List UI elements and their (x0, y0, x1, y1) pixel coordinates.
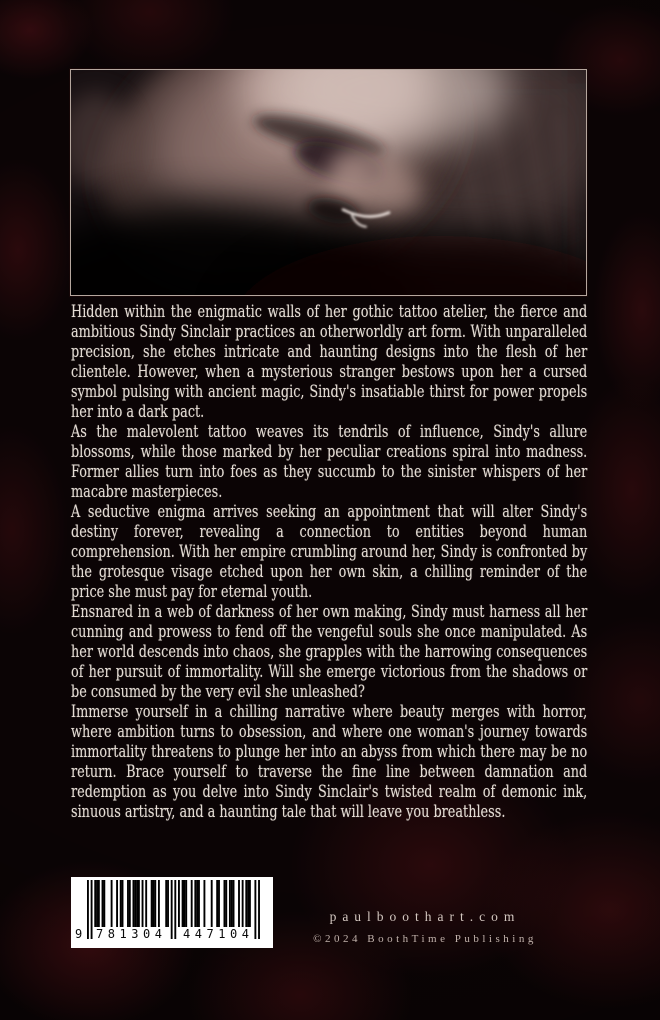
website-url: paulboothart.com (329, 909, 521, 924)
synopsis-paragraph: As the malevolent tattoo weaves its tendrils of influence, Sindy's allure blossoms, while those marked by her peculiar creations spiral into madness. Former allies turn into foes as they succumb to the sinister whispers of her macabre masterpieces. (71, 422, 588, 501)
barcode-svg (71, 877, 273, 948)
synopsis-paragraph: A seductive enigma arrives seeking an appointment that will alter Sindy's destiny forever, revealing a connection to entities beyond human comprehension. With her empire crumbling around her, Sindy is confronted by the grotesque visage etched upon her own skin, a chilling reminder of the price she must pay for eternal youth. (71, 502, 588, 601)
barcode (71, 877, 273, 948)
barcode-digits-group1: 781304 (96, 927, 162, 941)
synopsis-paragraph: Hidden within the enigmatic walls of her gothic tattoo atelier, the fierce and ambitious Sindy Sinclair practices an otherworldly art form. With unparalleled precision, she etches intricate and haunting designs into the flesh of her clientele. However, when a mysterious stranger bestows upon her a cursed symbol pulsing with ancient magic, Sindy's insatiable thirst for power propels her into a dark pact. (71, 302, 588, 421)
synopsis-block (71, 302, 587, 822)
synopsis-paragraph: Ensnared in a web of darkness of her own making, Sindy must harness all her cunning and prowess to fend off the vengeful souls she once manipulated. As her world descends into chaos, she grapples with the harrowing consequences of her pursuit of immortality. Will she emerge victorious from the shadows or be consumed by the very evil she unleashed? (71, 602, 588, 701)
barcode-digits-group2: 447104 (183, 927, 249, 941)
portrait-photo (71, 70, 586, 295)
barcode-digit-lead: 9 (75, 927, 83, 941)
portrait-photo-frame (70, 69, 587, 296)
copyright-text: ©2024 BoothTime Publishing (313, 933, 537, 945)
synopsis-paragraph: Immerse yourself in a chilling narrative where beauty merges with horror, where ambition turns to obsession, and where one woman's journey towards immortality threatens to plunge her into an abyss from which there may be no return. Brace yourself to traverse the fine line between damnation and redemption as you delve into Sindy Sinclair's twisted realm of demonic ink, sinuous artistry, and a haunting tale that will leave you breathless. (71, 702, 588, 821)
